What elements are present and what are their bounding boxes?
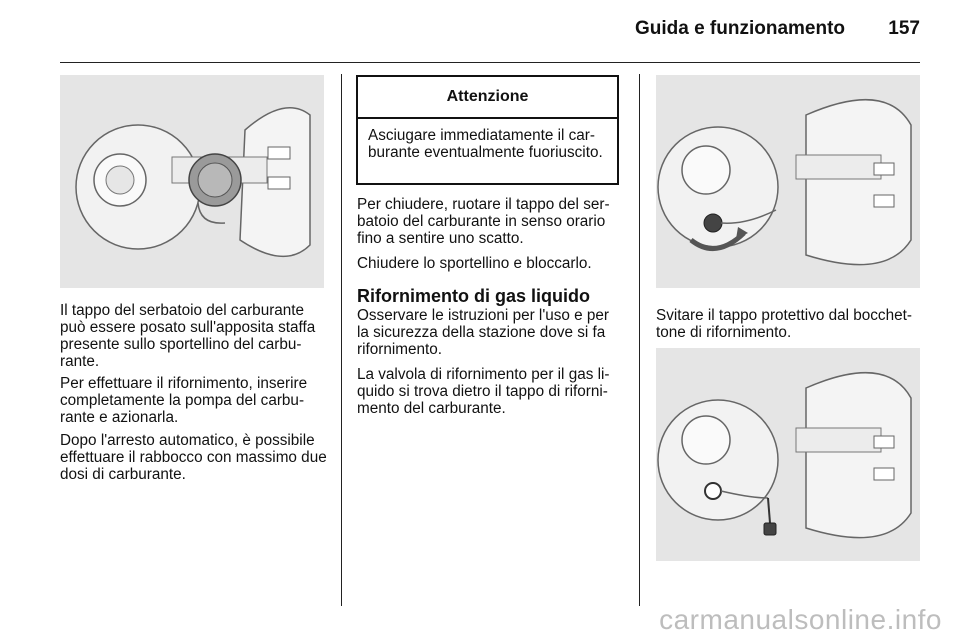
- col1-paragraph-1: Il tappo del serbatoio del carburante può essere posato sull'apposita staffa presente sullo sportellino del carburante.: [60, 302, 316, 370]
- cap-removed-illustration: [656, 348, 920, 561]
- warning-text: Asciugare immediatamente il carburante eventualmente fuoriuscito.: [368, 127, 603, 161]
- column-divider-1: [341, 74, 342, 606]
- watermark: carmanualsonline.info: [659, 604, 942, 635]
- column-divider-2: [639, 74, 640, 606]
- col1-paragraph-3: Dopo l'arresto automatico, è possibile effettuare il rabbocco con massimo due dosi di carburante.: [60, 432, 327, 483]
- col3-paragraph-1: Svitare il tappo protettivo dal bocchettone di rifornimento.: [656, 307, 912, 341]
- header-rule: [60, 62, 920, 63]
- col2-paragraph-2: Chiudere lo sportellino e bloccarlo.: [357, 255, 592, 272]
- warning-title: Attenzione: [358, 77, 617, 119]
- col1-paragraph-2: Per effettuare il rifornimento, inserire completamente la pompa del carburante e azionarla.: [60, 375, 308, 426]
- col2-paragraph-1: Per chiudere, ruotare il tappo del serbatoio del carburante in senso orario fino a sentire uno scatto.: [357, 196, 610, 247]
- section-subheading: Rifornimento di gas liquido: [357, 286, 590, 306]
- col2-paragraph-3: Osservare le istruzioni per l'uso e per la sicurezza della stazione dove si fa rifornimento.: [357, 307, 610, 358]
- fuel-cap-on-bracket-illustration: [60, 75, 324, 288]
- section-title: Guida e funzionamento: [634, 18, 846, 39]
- page-header: [635, 18, 920, 40]
- remove-protective-cap-illustration: [656, 75, 920, 288]
- warning-box: [356, 75, 619, 185]
- page-number: 157: [888, 18, 920, 39]
- col2-paragraph-4: La valvola di rifornimento per il gas liquido si trova dietro il tappo di rifornimento del carburante.: [357, 366, 610, 417]
